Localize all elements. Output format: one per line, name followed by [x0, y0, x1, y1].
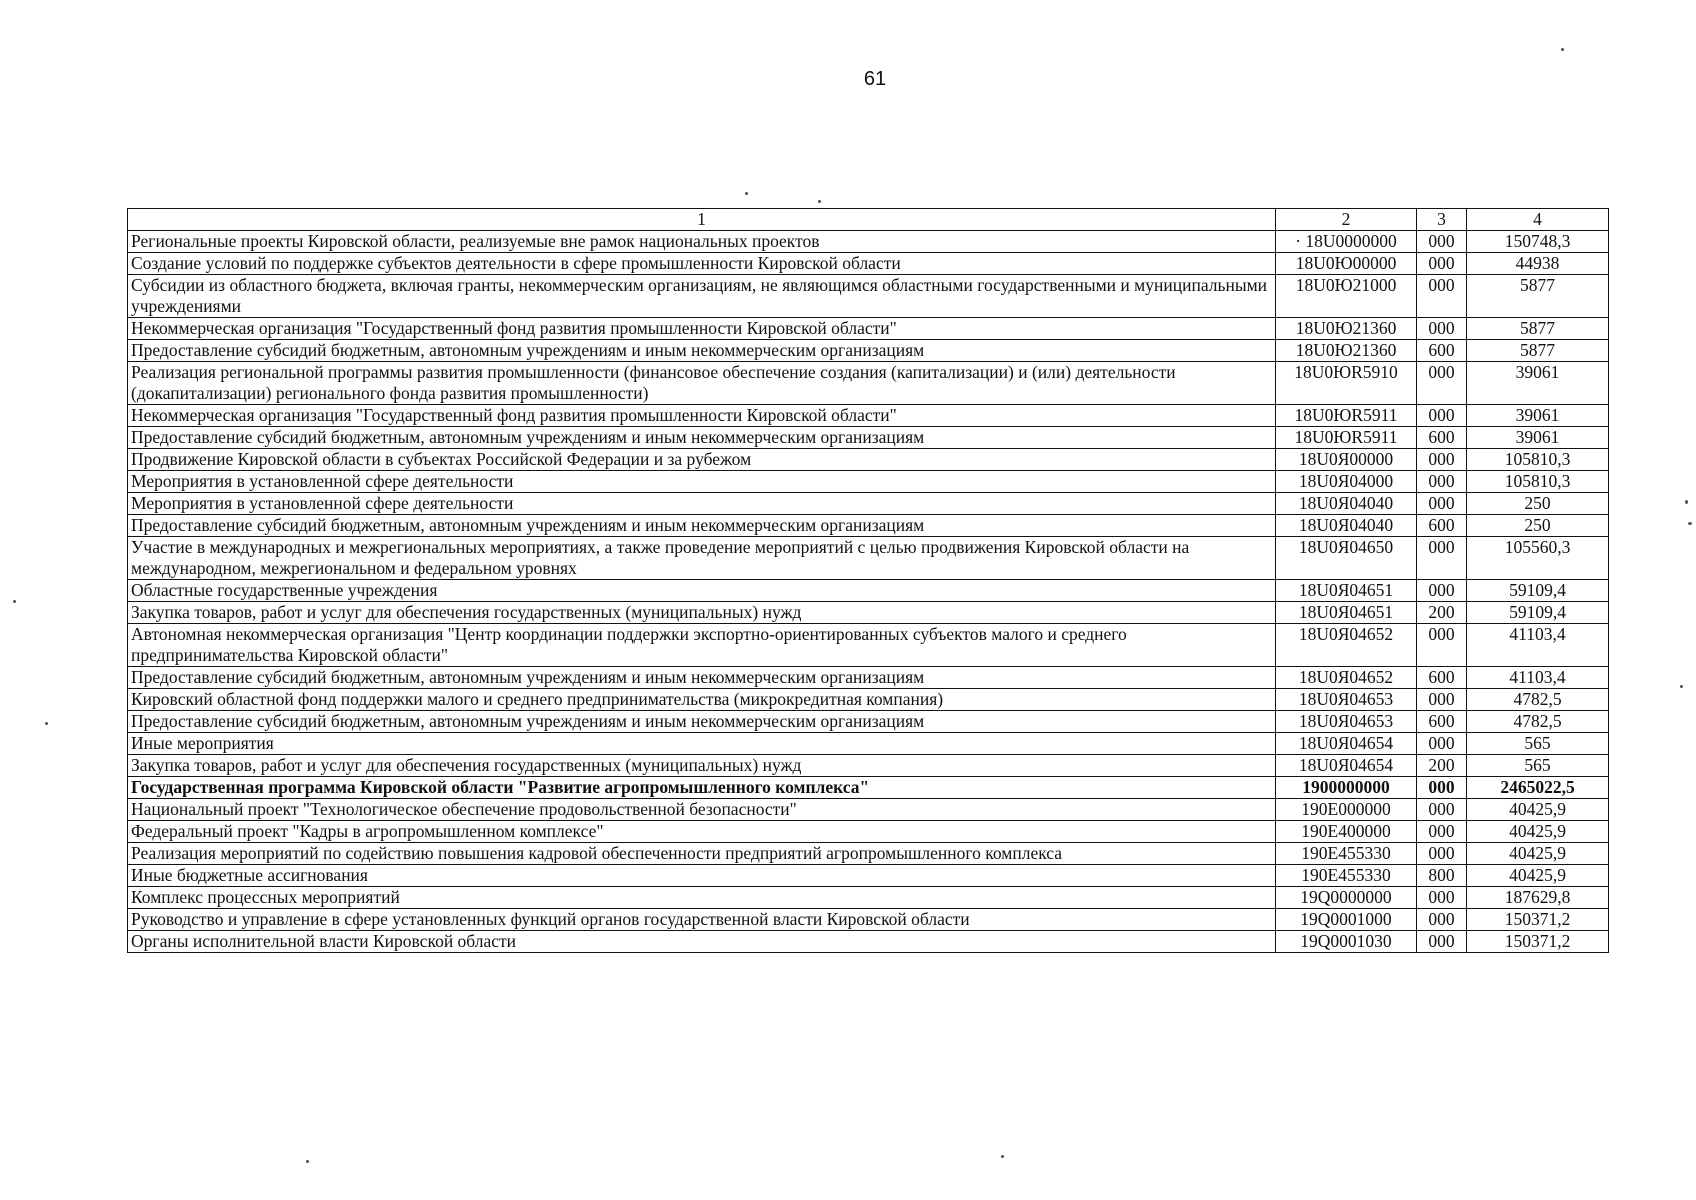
row-code-cell: 190E400000	[1276, 821, 1417, 843]
row-name-cell: Субсидии из областного бюджета, включая гранты, некоммерческим организациям, не являющимся областными государственными и муниципальными учреждениями	[128, 275, 1276, 318]
table-row	[128, 931, 1609, 953]
row-name-cell: Иные бюджетные ассигнования	[128, 865, 1276, 887]
row-code-cell: 18U0Ю21360	[1276, 318, 1417, 340]
row-name-cell: Реализация мероприятий по содействию повышения кадровой обеспеченности предприятий агропромышленного комплекса	[128, 843, 1276, 865]
row-kind-cell: 000	[1417, 471, 1467, 493]
table-row	[128, 340, 1609, 362]
row-amount-cell: 5877	[1467, 275, 1609, 318]
row-kind-cell: 600	[1417, 340, 1467, 362]
table-row	[128, 231, 1609, 253]
row-amount-cell: 39061	[1467, 405, 1609, 427]
table-row	[128, 689, 1609, 711]
row-name-cell: Мероприятия в установленной сфере деятельности	[128, 493, 1276, 515]
row-name-cell: Национальный проект "Технологическое обеспечение продовольственной безопасности"	[128, 799, 1276, 821]
row-amount-cell: 5877	[1467, 340, 1609, 362]
row-name-cell: Государственная программа Кировской области "Развитие агропромышленного комплекса"	[128, 777, 1276, 799]
row-code-cell: 19Q0001000	[1276, 909, 1417, 931]
table-row	[128, 777, 1609, 799]
row-amount-cell: 40425,9	[1467, 865, 1609, 887]
row-amount-cell: 4782,5	[1467, 689, 1609, 711]
row-kind-cell: 000	[1417, 733, 1467, 755]
scan-speck	[1001, 1155, 1004, 1158]
row-code-cell: 18U0Я04652	[1276, 667, 1417, 689]
scan-speck	[45, 722, 48, 725]
scan-speck	[1561, 48, 1564, 51]
row-code-cell: · 18U0000000	[1276, 231, 1417, 253]
table-row	[128, 843, 1609, 865]
table-row	[128, 821, 1609, 843]
row-name-cell: Закупка товаров, работ и услуг для обеспечения государственных (муниципальных) нужд	[128, 602, 1276, 624]
table-row	[128, 755, 1609, 777]
table-row	[128, 799, 1609, 821]
row-name-cell: Реализация региональной программы развития промышленности (финансовое обеспечение создания (капитализации) и (или) деятельности (докапитализации) регионального фонда развития промышленности)	[128, 362, 1276, 405]
row-amount-cell: 150748,3	[1467, 231, 1609, 253]
row-name-cell: Создание условий по поддержке субъектов деятельности в сфере промышленности Кировской области	[128, 253, 1276, 275]
row-kind-cell: 600	[1417, 711, 1467, 733]
table-row	[128, 537, 1609, 580]
row-amount-cell: 250	[1467, 493, 1609, 515]
row-code-cell: 18U0Я04653	[1276, 711, 1417, 733]
row-code-cell: 18U0ЮR5910	[1276, 362, 1417, 405]
table-row	[128, 471, 1609, 493]
row-code-cell: 18U0Я04651	[1276, 602, 1417, 624]
row-name-cell: Участие в международных и межрегиональных мероприятиях, а также проведение мероприятий с целью продвижения Кировской области на международном, межрегиональном и федеральном уровнях	[128, 537, 1276, 580]
table-row	[128, 449, 1609, 471]
row-name-cell: Иные мероприятия	[128, 733, 1276, 755]
row-amount-cell: 40425,9	[1467, 821, 1609, 843]
table-row	[128, 733, 1609, 755]
row-code-cell: 19Q0000000	[1276, 887, 1417, 909]
row-amount-cell: 105560,3	[1467, 537, 1609, 580]
column-header-amount: 4	[1467, 209, 1609, 231]
row-code-cell: 1900000000	[1276, 777, 1417, 799]
row-code-cell: 190E000000	[1276, 799, 1417, 821]
row-code-cell: 18U0Я04650	[1276, 537, 1417, 580]
scan-speck	[13, 600, 16, 603]
scan-speck	[306, 1160, 309, 1163]
row-name-cell: Закупка товаров, работ и услуг для обеспечения государственных (муниципальных) нужд	[128, 755, 1276, 777]
table-row	[128, 580, 1609, 602]
row-kind-cell: 000	[1417, 231, 1467, 253]
row-code-cell: 18U0Я04040	[1276, 515, 1417, 537]
row-name-cell: Предоставление субсидий бюджетным, автономным учреждениям и иным некоммерческим организациям	[128, 427, 1276, 449]
table-row	[128, 887, 1609, 909]
table-row	[128, 515, 1609, 537]
row-name-cell: Региональные проекты Кировской области, реализуемые вне рамок национальных проектов	[128, 231, 1276, 253]
row-code-cell: 190E455330	[1276, 865, 1417, 887]
row-kind-cell: 000	[1417, 537, 1467, 580]
row-kind-cell: 000	[1417, 887, 1467, 909]
row-amount-cell: 105810,3	[1467, 449, 1609, 471]
row-kind-cell: 000	[1417, 449, 1467, 471]
table-row	[128, 318, 1609, 340]
table-row	[128, 362, 1609, 405]
row-kind-cell: 000	[1417, 318, 1467, 340]
row-amount-cell: 40425,9	[1467, 799, 1609, 821]
row-kind-cell: 000	[1417, 843, 1467, 865]
table-row	[128, 253, 1609, 275]
table-row	[128, 865, 1609, 887]
scan-speck	[745, 192, 748, 195]
row-kind-cell: 000	[1417, 909, 1467, 931]
row-amount-cell: 59109,4	[1467, 580, 1609, 602]
row-amount-cell: 59109,4	[1467, 602, 1609, 624]
row-kind-cell: 000	[1417, 931, 1467, 953]
row-amount-cell: 41103,4	[1467, 624, 1609, 667]
row-name-cell: Некоммерческая организация "Государственный фонд развития промышленности Кировской области"	[128, 405, 1276, 427]
row-name-cell: Предоставление субсидий бюджетным, автономным учреждениям и иным некоммерческим организациям	[128, 515, 1276, 537]
table-row	[128, 275, 1609, 318]
row-amount-cell: 105810,3	[1467, 471, 1609, 493]
row-amount-cell: 250	[1467, 515, 1609, 537]
table-row	[128, 667, 1609, 689]
row-code-cell: 190E455330	[1276, 843, 1417, 865]
row-code-cell: 18U0Я04654	[1276, 733, 1417, 755]
column-header-kind: 3	[1417, 209, 1467, 231]
page-number: 61	[863, 68, 887, 90]
row-code-cell: 18U0ЮR5911	[1276, 405, 1417, 427]
row-code-cell: 18U0Ю21000	[1276, 275, 1417, 318]
row-amount-cell: 2465022,5	[1467, 777, 1609, 799]
row-kind-cell: 600	[1417, 515, 1467, 537]
row-amount-cell: 565	[1467, 755, 1609, 777]
row-kind-cell: 000	[1417, 624, 1467, 667]
row-name-cell: Областные государственные учреждения	[128, 580, 1276, 602]
row-code-cell: 18U0Я04040	[1276, 493, 1417, 515]
table-row	[128, 624, 1609, 667]
row-code-cell: 18U0Ю00000	[1276, 253, 1417, 275]
row-kind-cell: 000	[1417, 689, 1467, 711]
table-row	[128, 711, 1609, 733]
row-amount-cell: 40425,9	[1467, 843, 1609, 865]
table-row	[128, 427, 1609, 449]
row-kind-cell: 000	[1417, 799, 1467, 821]
row-amount-cell: 44938	[1467, 253, 1609, 275]
row-name-cell: Органы исполнительной власти Кировской области	[128, 931, 1276, 953]
row-code-cell: 19Q0001030	[1276, 931, 1417, 953]
row-name-cell: Предоставление субсидий бюджетным, автономным учреждениям и иным некоммерческим организациям	[128, 340, 1276, 362]
table-row	[128, 909, 1609, 931]
row-kind-cell: 000	[1417, 580, 1467, 602]
row-name-cell: Продвижение Кировской области в субъектах Российской Федерации и за рубежом	[128, 449, 1276, 471]
table-row	[128, 405, 1609, 427]
row-code-cell: 18U0Я04651	[1276, 580, 1417, 602]
row-code-cell: 18U0Я04653	[1276, 689, 1417, 711]
row-amount-cell: 41103,4	[1467, 667, 1609, 689]
row-amount-cell: 150371,2	[1467, 931, 1609, 953]
row-name-cell: Предоставление субсидий бюджетным, автономным учреждениям и иным некоммерческим организациям	[128, 667, 1276, 689]
table-row	[128, 493, 1609, 515]
row-code-cell: 18U0ЮR5911	[1276, 427, 1417, 449]
row-kind-cell: 600	[1417, 427, 1467, 449]
row-amount-cell: 187629,8	[1467, 887, 1609, 909]
row-amount-cell: 4782,5	[1467, 711, 1609, 733]
row-code-cell: 18U0Ю21360	[1276, 340, 1417, 362]
row-name-cell: Комплекс процессных мероприятий	[128, 887, 1276, 909]
row-amount-cell: 565	[1467, 733, 1609, 755]
row-name-cell: Предоставление субсидий бюджетным, автономным учреждениям и иным некоммерческим организациям	[128, 711, 1276, 733]
row-code-cell: 18U0Я04654	[1276, 755, 1417, 777]
row-kind-cell: 000	[1417, 253, 1467, 275]
row-kind-cell: 600	[1417, 667, 1467, 689]
row-code-cell: 18U0Я00000	[1276, 449, 1417, 471]
row-kind-cell: 000	[1417, 362, 1467, 405]
row-kind-cell: 000	[1417, 493, 1467, 515]
scan-speck	[818, 200, 821, 203]
row-kind-cell: 000	[1417, 405, 1467, 427]
scan-speck	[1685, 500, 1688, 504]
scan-speck	[1688, 522, 1692, 525]
row-name-cell: Кировский областной фонд поддержки малого и среднего предпринимательства (микрокредитная компания)	[128, 689, 1276, 711]
column-header-code: 2	[1276, 209, 1417, 231]
table-header-row	[128, 209, 1609, 231]
row-name-cell: Автономная некоммерческая организация "Центр координации поддержки экспортно-ориентированных субъектов малого и среднего предпринимательства Кировской области"	[128, 624, 1276, 667]
row-amount-cell: 150371,2	[1467, 909, 1609, 931]
row-name-cell: Мероприятия в установленной сфере деятельности	[128, 471, 1276, 493]
row-amount-cell: 5877	[1467, 318, 1609, 340]
row-amount-cell: 39061	[1467, 362, 1609, 405]
row-kind-cell: 000	[1417, 821, 1467, 843]
row-kind-cell: 200	[1417, 755, 1467, 777]
column-header-name: 1	[128, 209, 1276, 231]
row-kind-cell: 200	[1417, 602, 1467, 624]
table-row	[128, 602, 1609, 624]
row-code-cell: 18U0Я04652	[1276, 624, 1417, 667]
budget-table	[127, 208, 1609, 953]
row-kind-cell: 000	[1417, 275, 1467, 318]
row-name-cell: Федеральный проект "Кадры в агропромышленном комплексе"	[128, 821, 1276, 843]
row-amount-cell: 39061	[1467, 427, 1609, 449]
row-kind-cell: 800	[1417, 865, 1467, 887]
scan-speck	[1680, 685, 1683, 688]
row-kind-cell: 000	[1417, 777, 1467, 799]
row-name-cell: Руководство и управление в сфере установленных функций органов государственной власти Кировской области	[128, 909, 1276, 931]
row-code-cell: 18U0Я04000	[1276, 471, 1417, 493]
row-name-cell: Некоммерческая организация "Государственный фонд развития промышленности Кировской области"	[128, 318, 1276, 340]
